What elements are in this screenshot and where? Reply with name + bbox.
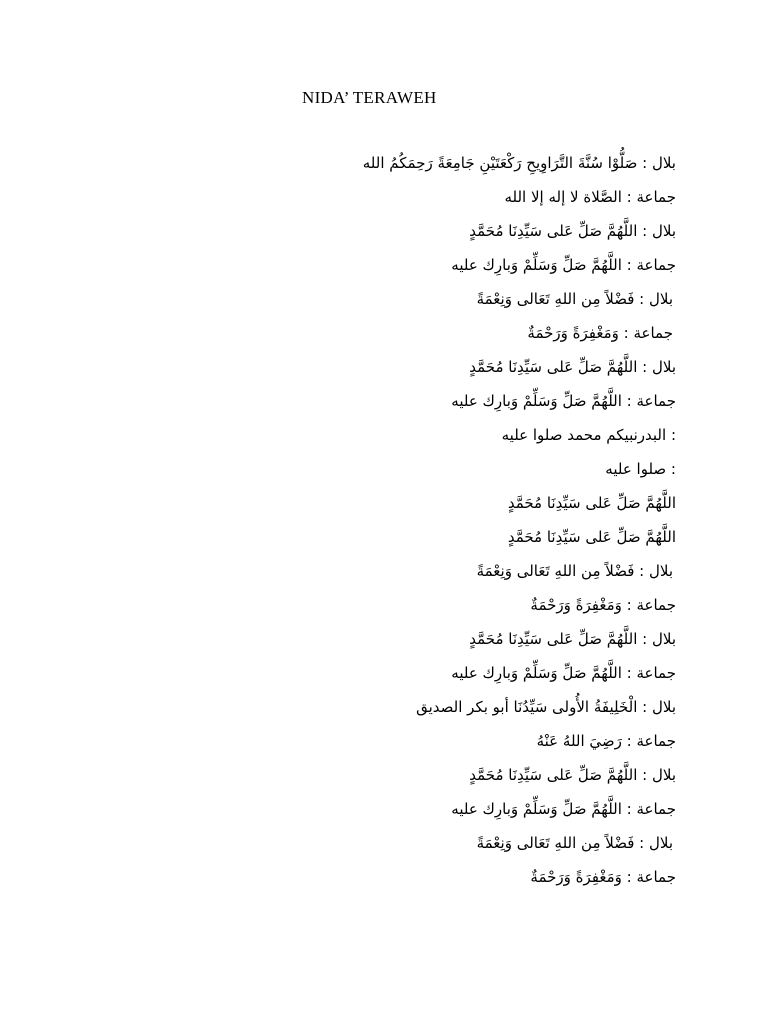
text-line: جماعة : اللَّهُمَّ صَلِّ وَسَلِّمْ وَبارِك عليه bbox=[451, 664, 676, 682]
text-line: بلال : صَلُّوْا سُنَّةَ التَّرَاوِيحِ رَكْعَتَيْنِ جَامِعَةً رَحِمَكُمُ الله bbox=[362, 154, 676, 172]
text-line: بلال : اللَّهُمَّ صَلِّ عَلى سَيِّدِنَا مُحَمَّدٍ bbox=[469, 630, 676, 648]
text-line: جماعة : وَمَغْفِرَةً وَرَحْمَةٌ bbox=[530, 868, 676, 886]
text-line: اللَّهُمَّ صَلِّ عَلى سَيِّدِنَا مُحَمَّدٍ bbox=[507, 528, 676, 546]
text-line: بلال : اللَّهُمَّ صَلِّ عَلى سَيِّدِنَا مُحَمَّدٍ bbox=[469, 358, 676, 376]
text-line: بلال : فَضْلاً مِن اللهِ تَعَالى وَنِعْمَةً bbox=[476, 290, 673, 308]
text-line: : البدرنبيكم محمد صلوا عليه bbox=[501, 426, 676, 444]
text-line: جماعة : اللَّهُمَّ صَلِّ وَسَلِّمْ وَبارِك عليه bbox=[451, 800, 676, 818]
document-title: NIDA’ TERAWEH bbox=[302, 88, 437, 107]
text-line: : صلوا عليه bbox=[605, 460, 676, 478]
text-line: جماعة : وَمَغْفِرَةً وَرَحْمَةٌ bbox=[527, 324, 673, 342]
text-line: جماعة : رَضِيَ اللهُ عَنْهُ bbox=[536, 732, 676, 750]
text-line: بلال : اللَّهُمَّ صَلِّ عَلى سَيِّدِنَا مُحَمَّدٍ bbox=[469, 222, 676, 240]
text-line: جماعة : اللَّهُمَّ صَلِّ وَسَلِّمْ وَبارِك عليه bbox=[451, 392, 676, 410]
text-line: بلال : الْخَلِيفَةُ الأُولى سَيِّدُنَا أبو بكر الصديق bbox=[416, 698, 676, 716]
text-line: بلال : فَضْلاً مِن اللهِ تَعَالى وَنِعْمَةً bbox=[476, 562, 673, 580]
text-line: جماعة : اللَّهُمَّ صَلِّ وَسَلِّمْ وَبارِك عليه bbox=[451, 256, 676, 274]
text-line: اللَّهُمَّ صَلِّ عَلى سَيِّدِنَا مُحَمَّدٍ bbox=[507, 494, 676, 512]
text-line: جماعة : وَمَغْفِرَةً وَرَحْمَةٌ bbox=[530, 596, 676, 614]
text-line: بلال : فَضْلاً مِن اللهِ تَعَالى وَنِعْمَةً bbox=[476, 834, 673, 852]
text-line: جماعة : الصَّلاة لا إله إلا الله bbox=[504, 188, 676, 206]
text-line: بلال : اللَّهُمَّ صَلِّ عَلى سَيِّدِنَا مُحَمَّدٍ bbox=[469, 766, 676, 784]
